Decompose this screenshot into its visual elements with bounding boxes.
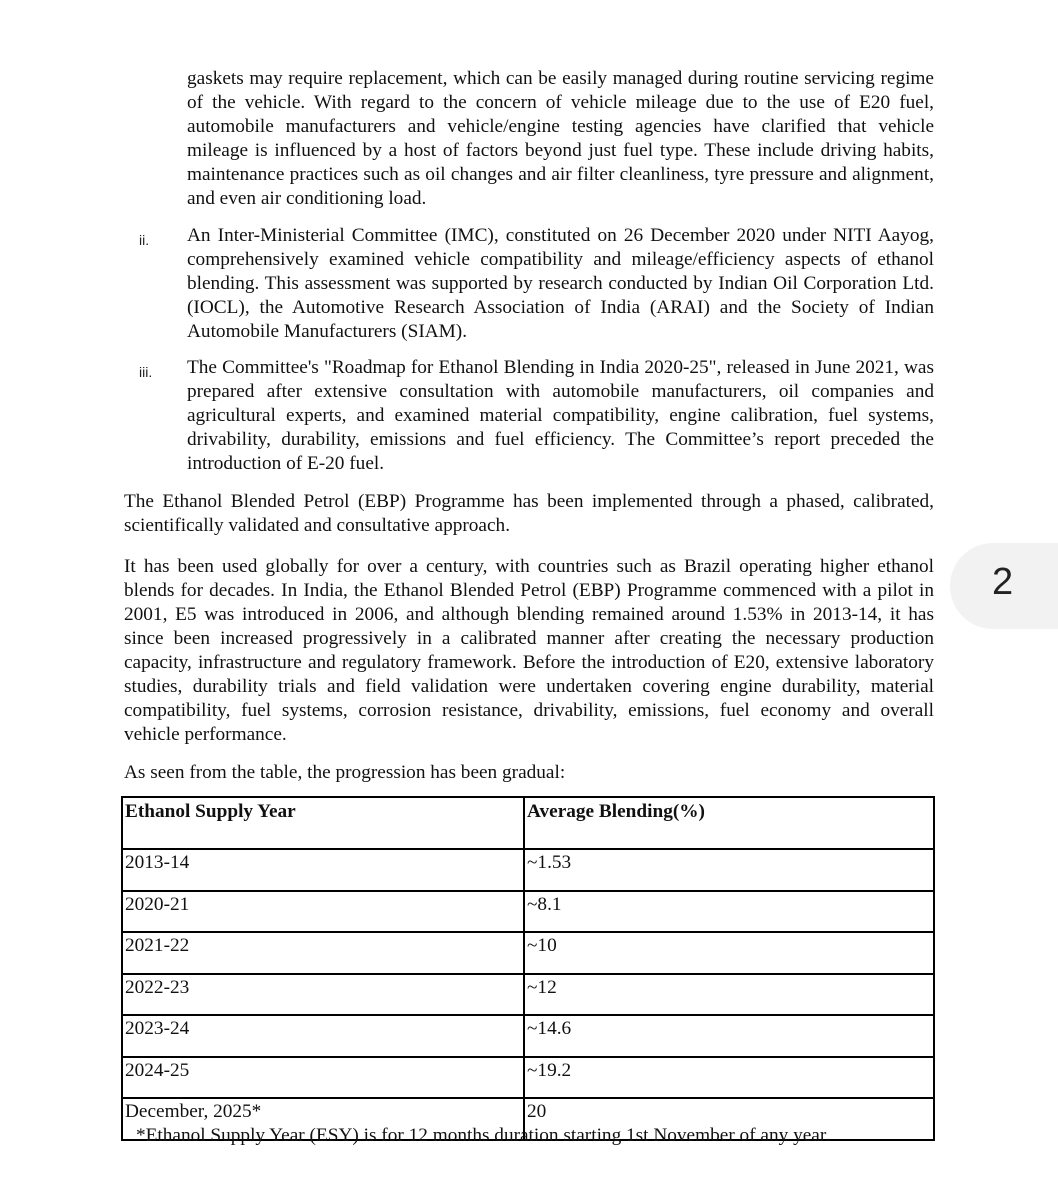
page-number-badge[interactable] xyxy=(950,543,1058,629)
table-header-row xyxy=(122,797,934,849)
table-footnote: *Ethanol Supply Year (ESY) is for 12 months duration starting 1st November of any year. xyxy=(136,1125,831,1146)
continued-list-item: gaskets may require replacement, which can be easily managed during routine servicing regime of the vehicle. With regard to the concern of vehicle mileage due to the use of E20 fuel, automobile manufacturers and vehicle/engine testing agencies have clarified that vehicle mileage is influenced by a host of factors beyond just fuel type. These include driving habits, maintenance practices such as oil changes and air filter cleanliness, tyre pressure and alignment, and even air conditioning load. xyxy=(187,68,934,209)
cell-blending: 20 xyxy=(524,1098,934,1140)
cell-blending: ~19.2 xyxy=(524,1057,934,1099)
table-row xyxy=(122,849,934,891)
cell-year: 2022-23 xyxy=(122,974,524,1016)
table-row xyxy=(122,1015,934,1057)
cell-blending: ~1.53 xyxy=(524,849,934,891)
list-item-ii: An Inter-Ministerial Committee (IMC), constituted on 26 December 2020 under NITI Aayog, comprehensively examined vehicle compatibility and mileage/efficiency aspects of ethanol blending. This assessment was supported by research conducted by Indian Oil Corporation Ltd. (IOCL), the Automotive Research Association of India (ARAI) and the Society of Indian Automobile Manufacturers (SIAM). xyxy=(187,225,934,342)
cell-blending: ~10 xyxy=(524,932,934,974)
header-average-blending: Average Blending(%) xyxy=(524,797,934,849)
table-row xyxy=(122,1057,934,1099)
cell-year: 2013-14 xyxy=(122,849,524,891)
table-row xyxy=(122,974,934,1016)
cell-blending: ~12 xyxy=(524,974,934,1016)
page-number-label: 2 xyxy=(992,561,1014,603)
list-numeral-ii: ii. xyxy=(139,232,150,248)
list-numeral-iii: iii. xyxy=(139,364,153,380)
table-row xyxy=(122,932,934,974)
list-item-iii: The Committee's "Roadmap for Ethanol Blending in India 2020-25", released in June 2021, was prepared after extensive consultation with automobile manufacturers, oil companies and agricultural experts, and examined material compatibility, engine calibration, fuel systems, drivability, durability, emissions and fuel efficiency. The Committee’s report preceded the introduction of E-20 fuel. xyxy=(187,357,934,474)
cell-year: 2023-24 xyxy=(122,1015,524,1057)
ebp-programme-paragraph: The Ethanol Blended Petrol (EBP) Programme has been implemented through a phased, calibrated, scientifically validated and consultative approach. xyxy=(124,491,934,536)
cell-year: 2024-25 xyxy=(122,1057,524,1099)
blending-table xyxy=(121,796,935,1141)
cell-year: 2020-21 xyxy=(122,891,524,933)
cell-year: December, 2025* xyxy=(122,1098,524,1140)
table-row xyxy=(122,891,934,933)
header-supply-year: Ethanol Supply Year xyxy=(122,797,524,849)
table-intro-paragraph: As seen from the table, the progression has been gradual: xyxy=(124,762,566,783)
global-usage-paragraph: It has been used globally for over a century, with countries such as Brazil operating higher ethanol blends for decades. In India, the Ethanol Blended Petrol (EBP) Programme commenced with a pilot in 2001, E5 was introduced in 2006, and although blending remained around 1.53% in 2013-14, it has since been increased progressively in a calibrated manner after creating the necessary production capacity, infrastructure and regulatory framework. Before the introduction of E20, extensive laboratory studies, durability trials and field validation were undertaken covering engine durability, material compatibility, fuel systems, corrosion resistance, drivability, emissions, fuel economy and overall vehicle performance. xyxy=(124,556,934,745)
cell-year: 2021-22 xyxy=(122,932,524,974)
cell-blending: ~8.1 xyxy=(524,891,934,933)
cell-blending: ~14.6 xyxy=(524,1015,934,1057)
